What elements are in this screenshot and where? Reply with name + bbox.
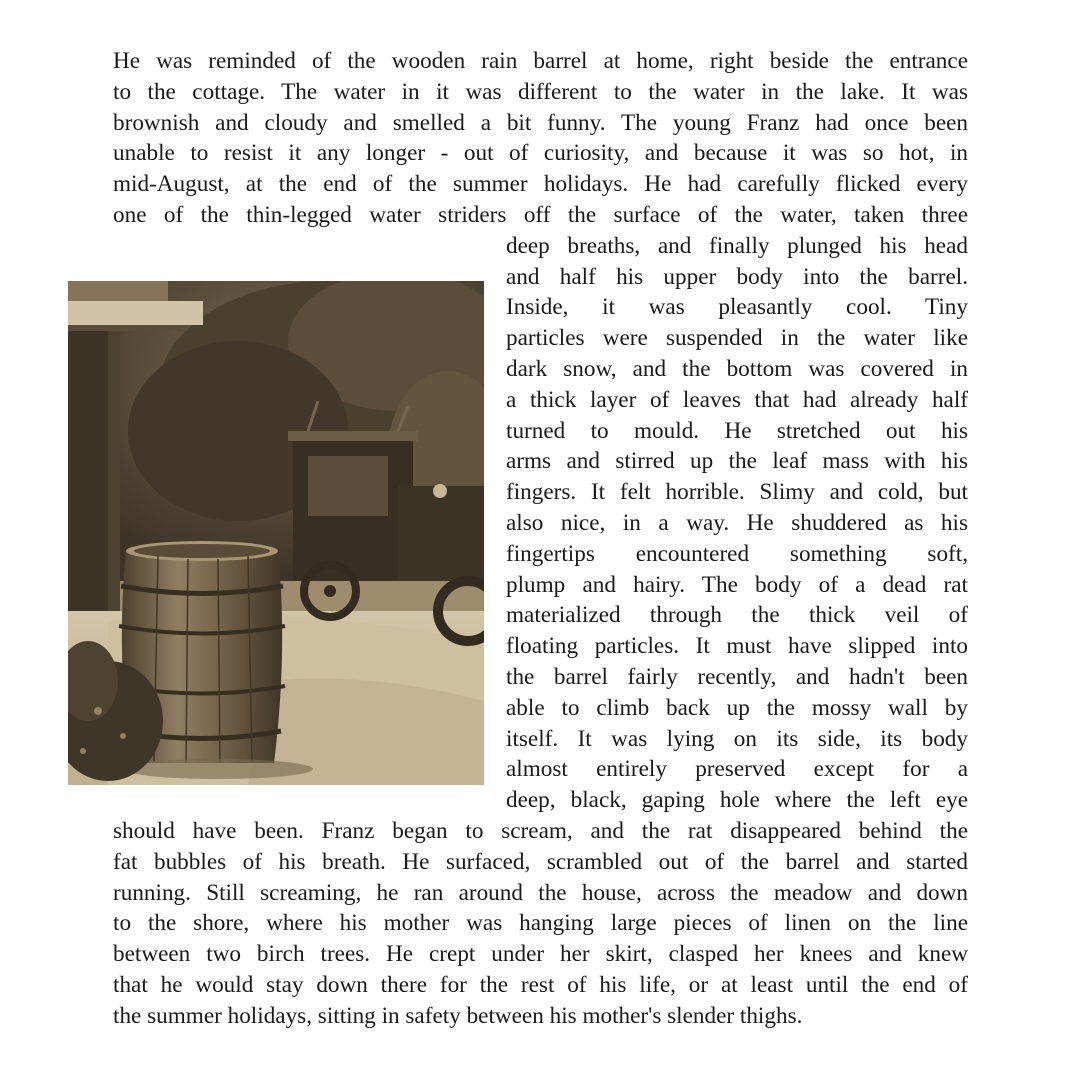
text-line: the barrel fairly recently, and hadn't been bbox=[506, 663, 968, 690]
text-line: turned to mould. He stretched out his bbox=[506, 417, 968, 444]
text-line: also nice, in a way. He shuddered as his bbox=[506, 509, 968, 536]
text-line: that he would stay down there for the rest of his life, or at least until the end of bbox=[113, 971, 968, 998]
text-line: particles were suspended in the water like bbox=[506, 325, 968, 352]
text-line: Inside, it was pleasantly cool. Tiny bbox=[506, 294, 968, 321]
text-line: mid-August, at the end of the summer holidays. He had carefully flicked every bbox=[113, 171, 968, 198]
text-line: able to climb back up the mossy wall by bbox=[506, 694, 968, 721]
text-line: fat bubbles of his breath. He surfaced, scrambled out of the barrel and started bbox=[113, 848, 968, 875]
text-line: arms and stirred up the leaf mass with his bbox=[506, 448, 968, 475]
text-line: dark snow, and the bottom was covered in bbox=[506, 355, 968, 382]
text-line: to the cottage. The water in it was different to the water in the lake. It was bbox=[113, 78, 968, 105]
text-line: and half his upper body into the barrel. bbox=[506, 263, 968, 290]
text-line: He was reminded of the wooden rain barrel at home, right beside the entrance bbox=[113, 48, 968, 74]
text-line: itself. It was lying on its side, its body bbox=[506, 725, 968, 752]
text-line: materialized through the thick veil of bbox=[506, 602, 968, 629]
text-line: one of the thin-legged water striders off the surface of the water, taken three bbox=[113, 201, 968, 228]
text-line: deep breaths, and finally plunged his head bbox=[506, 232, 968, 259]
text-line: to the shore, where his mother was hanging large pieces of linen on the line bbox=[113, 910, 968, 937]
text-line: deep, black, gaping hole where the left eye bbox=[506, 787, 968, 814]
text-line: a thick layer of leaves that had already half bbox=[506, 386, 968, 413]
text-line: between two birch trees. He crept under her skirt, clasped her knees and knew bbox=[113, 941, 968, 968]
text-line: the summer holidays, sitting in safety between his mother's slender thighs. bbox=[113, 1002, 803, 1029]
text-line: floating particles. It must have slipped into bbox=[506, 633, 968, 660]
text-line: unable to resist it any longer - out of curiosity, and because it was so hot, in bbox=[113, 140, 968, 167]
text-line: almost entirely preserved except for a bbox=[506, 756, 968, 783]
text-line: fingers. It felt horrible. Slimy and cold, but bbox=[506, 479, 968, 506]
text-line: brownish and cloudy and smelled a bit funny. The young Franz had once been bbox=[113, 109, 968, 136]
text-line: should have been. Franz began to scream, and the rat disappeared behind the bbox=[113, 817, 968, 844]
text-line: running. Still screaming, he ran around the house, across the meadow and down bbox=[113, 879, 968, 906]
text-line: plump and hairy. The body of a dead rat bbox=[506, 571, 968, 598]
text-line: fingertips encountered something soft, bbox=[506, 540, 968, 567]
body-text bbox=[113, 46, 968, 1032]
